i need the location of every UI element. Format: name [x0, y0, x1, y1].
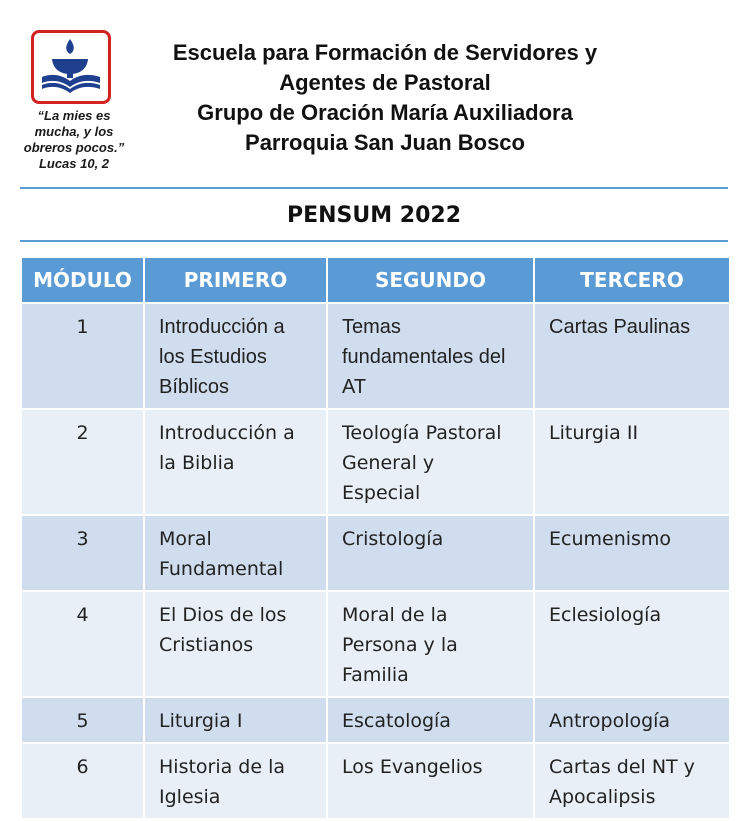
table-row	[21, 743, 730, 819]
cell-primero	[144, 743, 327, 819]
document-header	[140, 38, 630, 158]
table-header-row	[21, 257, 730, 303]
cell-line: Liturgia II	[549, 422, 639, 444]
cell-primero	[144, 515, 327, 591]
table-row	[21, 409, 730, 515]
cell-line: la Biblia	[159, 452, 235, 474]
cell-line: fundamentales del	[342, 346, 506, 368]
cell-line: Introducción a	[159, 316, 285, 338]
table-row	[21, 591, 730, 697]
chalice-flame-icon	[34, 33, 108, 101]
cell-line: Familia	[342, 664, 409, 686]
quote-line: “La mies es	[37, 108, 111, 123]
cell-line: Moral	[159, 528, 212, 550]
cell-line: Liturgia I	[159, 710, 243, 732]
cell-line: AT	[342, 376, 367, 398]
cell-segundo	[327, 409, 534, 515]
cell-modulo: 3	[21, 515, 144, 591]
cell-line: Antropología	[549, 710, 671, 732]
cell-tercero	[534, 697, 730, 743]
parish-logo	[31, 30, 111, 104]
cell-segundo	[327, 743, 534, 819]
column-header-segundo: SEGUNDO	[327, 257, 534, 303]
cell-modulo: 2	[21, 409, 144, 515]
cell-line: Introducción a	[159, 422, 295, 444]
cell-segundo	[327, 515, 534, 591]
cell-line: Eclesiología	[549, 604, 662, 626]
cell-line: los Estudios	[159, 346, 267, 368]
table-row	[21, 515, 730, 591]
cell-segundo	[327, 697, 534, 743]
cell-segundo	[327, 591, 534, 697]
divider-top	[20, 187, 728, 189]
table-body	[21, 303, 730, 819]
cell-line: Historia de la	[159, 756, 286, 778]
cell-line: Bíblicos	[159, 376, 230, 398]
header-line-group: Grupo de Oración María Auxiliadora	[197, 100, 573, 125]
cell-line: Los Evangelios	[342, 756, 483, 778]
column-header-primero: PRIMERO	[144, 257, 327, 303]
cell-line: Cartas del NT y	[549, 756, 695, 778]
cell-line: Temas	[342, 316, 401, 338]
quote-reference: Lucas 10, 2	[38, 156, 110, 171]
bible-quote	[8, 108, 140, 172]
cell-primero	[144, 409, 327, 515]
cell-line: Teología Pastoral	[342, 422, 502, 444]
cell-line: Ecumenismo	[549, 528, 672, 550]
table-row	[21, 697, 730, 743]
column-header-modulo: MÓDULO	[21, 257, 144, 303]
cell-modulo: 5	[21, 697, 144, 743]
cell-line: Fundamental	[159, 558, 284, 580]
cell-modulo: 6	[21, 743, 144, 819]
cell-modulo: 4	[21, 591, 144, 697]
cell-modulo: 1	[21, 303, 144, 409]
cell-primero	[144, 591, 327, 697]
column-header-tercero: TERCERO	[534, 257, 730, 303]
cell-line: Apocalipsis	[549, 786, 656, 808]
header-line-parish: Parroquia San Juan Bosco	[245, 130, 525, 155]
cell-tercero	[534, 409, 730, 515]
quote-line: mucha, y los	[34, 124, 114, 139]
header-line-agents: Agentes de Pastoral	[279, 70, 491, 95]
cell-tercero	[534, 515, 730, 591]
header-line-school: Escuela para Formación de Servidores y	[172, 40, 598, 65]
cell-line: General y	[342, 452, 435, 474]
cell-line: Cartas Paulinas	[549, 316, 691, 338]
quote-line: obreros pocos.”	[23, 140, 125, 155]
cell-tercero	[534, 743, 730, 819]
divider-bottom	[20, 240, 728, 242]
cell-segundo	[327, 303, 534, 409]
cell-line: Moral de la	[342, 604, 448, 626]
cell-tercero	[534, 591, 730, 697]
cell-line: Escatología	[342, 710, 451, 732]
cell-line: Iglesia	[159, 786, 221, 808]
page-title: PENSUM 2022	[286, 203, 462, 228]
cell-line: Especial	[342, 482, 421, 504]
cell-line: Cristianos	[159, 634, 254, 656]
cell-primero	[144, 697, 327, 743]
pensum-table	[20, 256, 731, 820]
cell-line: Persona y la	[342, 634, 458, 656]
cell-line: El Dios de los	[159, 604, 287, 626]
cell-primero	[144, 303, 327, 409]
table-row	[21, 303, 730, 409]
cell-tercero	[534, 303, 730, 409]
cell-line: Cristología	[342, 528, 444, 550]
